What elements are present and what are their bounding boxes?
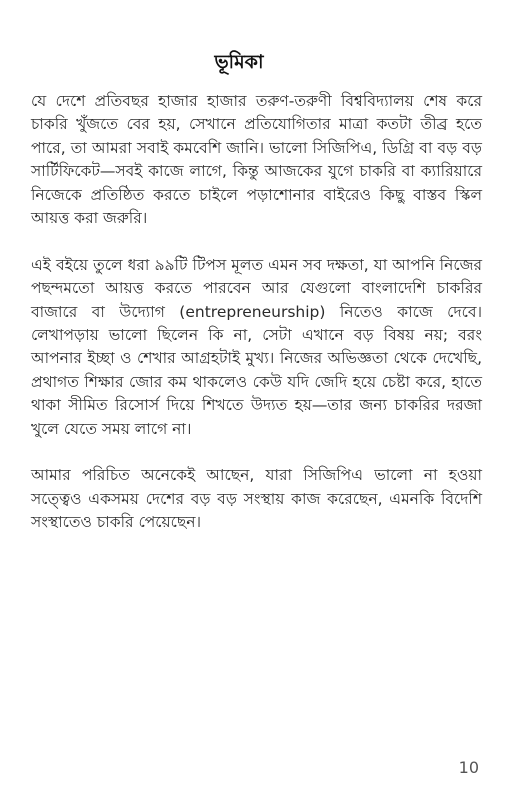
paragraph-1: যে দেশে প্রতিবছর হাজার হাজার তরুণ-তরুণী বিশ্ববিদ্যালয় শেষ করে চাকরি খুঁজতে বের হয়, সেখানে প্রতিযোগিতার মাত্রা কতটা তীব্র হতে পারে, তা আমরা সবাই কমবেশি জানি। ভালো সিজিপিএ, ডিগ্রি বা বড় বড় সার্টিফিকেট—সবই কাজে লাগে, কিন্তু আজকের যুগে চাকরি বা ক্যারিয়ারে নিজেকে প্রতিষ্ঠিত করতে চাইলে পড়াশোনার বাইরেও কিছু বাস্তব স্কিল আয়ত্ত করা জরুরি। xyxy=(31,92,482,228)
page-number: 10 xyxy=(458,758,479,777)
chapter-title: ভূমিকা xyxy=(214,51,264,73)
paragraph-3: আমার পরিচিত অনেকেই আছেন, যারা সিজিপিএ ভালো না হওয়া সত্ত্বেও একসময় দেশের বড় বড় সংস্থায় কাজ করেছেন, এমনকি বিদেশি সংস্থাতেও চাকরি পেয়েছেন। xyxy=(31,466,482,532)
body-text xyxy=(31,90,482,535)
paragraph-2: এই বইয়ে তুলে ধরা ৯৯টি টিপস মূলত এমন সব দক্ষতা, যা আপনি নিজের পছন্দমতো আয়ত্ত করতে পারবেন আর যেগুলো বাংলাদেশি চাকরির বাজারে বা উদ্যোগ (entrepreneurship) নিতেও কাজে দেবে। লেখাপড়ায় ভালো ছিলেন কি না, সেটা এখানে বড় বিষয় নয়; বরং আপনার ইচ্ছা ও শেখার আগ্রহটাই মুখ্য। নিজের অভিজ্ঞতা থেকে দেখেছি, প্রথাগত শিক্ষার জোর কম থাকলেও কেউ যদি জেদি হয়ে চেষ্টা করে, হাতে থাকা সীমিত রিসোর্স দিয়ে শিখতে উদ্যত হয়—তার জন্য চাকরির দরজা খুলে যেতে সময় লাগে না। xyxy=(31,255,482,438)
